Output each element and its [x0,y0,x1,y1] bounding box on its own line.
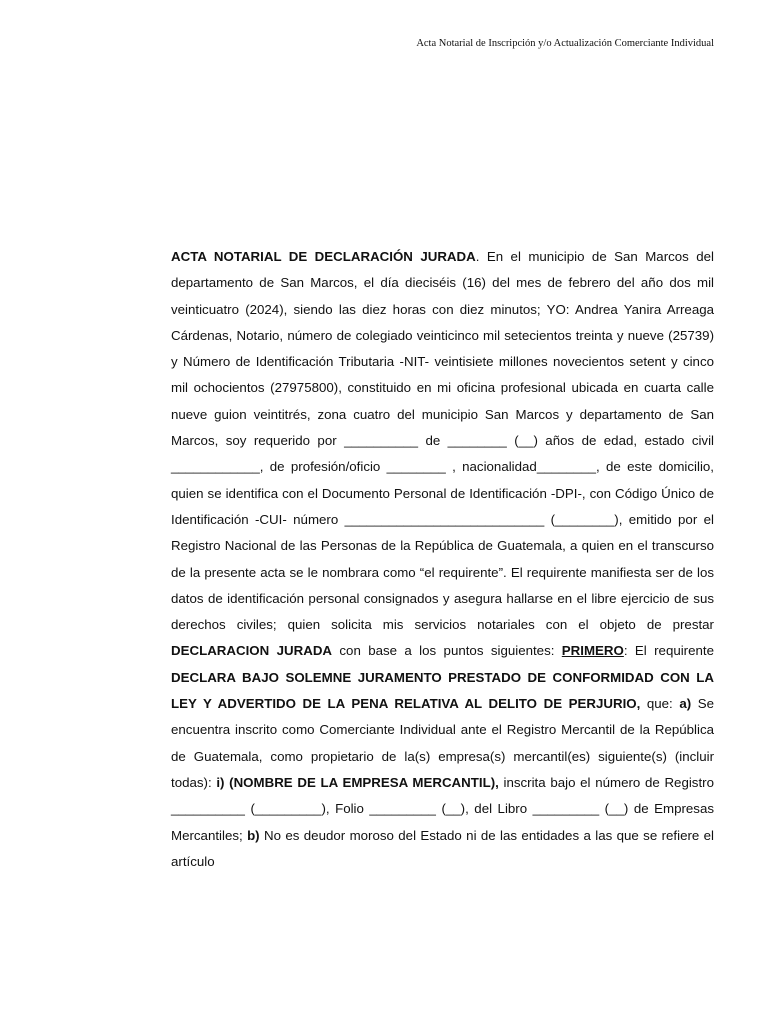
body-text-segment: con base a los puntos siguientes: [332,643,562,659]
clause-label-primero: PRIMERO [561,643,624,659]
body-text-segment: inscrita bajo el número de Registro __________ (_________), Folio _________ (__), del Libro _________ (__) de Empresas Mercantiles; [171,774,714,843]
body-text-segment: que: [640,696,680,712]
bold-phrase-declaracion-jurada: DECLARACION JURADA [171,643,333,659]
body-text-segment: . En el municipio de San Marcos del departamento de San Marcos, el día dieciséis (16) del mes de febrero del año dos mil veinticuatro (2024), siendo las diez horas con diez minutos; YO: Andrea Yanira Arreaga Cárdenas, Notario, número de colegiado veinticinco mil setecientos treinta y nueve (25739) y Número de Identificación Tributaria -NIT- veintisiete millones novecientos setent y cinco mil ochocientos (27975800), constituido en mi oficina profesional ubicada en cuarta calle nueve guion veintitrés, zona cuatro del municipio San Marcos y departamento de San Marcos, soy requerido por __________ de ________ (__) años de edad, estado civil ____________, de profesión/oficio ________ , nacionalidad________, de este domicilio, quien se identifica con el Documento Personal de Identificación -DPI-, con Código Único de Identificación -CUI- número ___________________________ (________), emitido por el Registro Nacional de las Personas de la República de Guatemala, a quien en el transcurso de la presente acta se le nombrara como “el requirente”. El requirente manifiesta ser de los datos de identificación personal consignados y asegura hallarse en el libre ejercicio de sus derechos civiles; quien solicita mis servicios notariales con el objeto de prestar [171,249,714,633]
body-text-segment: : El requirente [623,643,714,659]
running-header: Acta Notarial de Inscripción y/o Actualización Comerciante Individual [416,38,714,49]
document-heading: ACTA NOTARIAL DE DECLARACIÓN JURADA [171,249,476,264]
bold-phrase-juramento: DECLARA BAJO SOLEMNE JURAMENTO PRESTADO DE CONFORMIDAD CON LA LEY Y ADVERTIDO DE LA PENA RELATIVA AL DELITO DE PERJURIO, [171,669,714,712]
document-body-paragraph [171,244,714,875]
item-label-a: a) [679,696,692,712]
body-text-segment: Se encuentra inscrito como Comerciante Individual ante el Registro Mercantil de la República de Guatemala, como propietario de la(s) empresa(s) mercantil(es) siguiente(s) (incluir todas): [171,696,714,790]
body-text-segment: No es deudor moroso del Estado ni de las entidades a las que se refiere el artículo [171,827,715,869]
item-label-b: b) [247,827,260,843]
bold-phrase-empresa-mercantil: i) (NOMBRE DE LA EMPRESA MERCANTIL), [216,774,499,790]
